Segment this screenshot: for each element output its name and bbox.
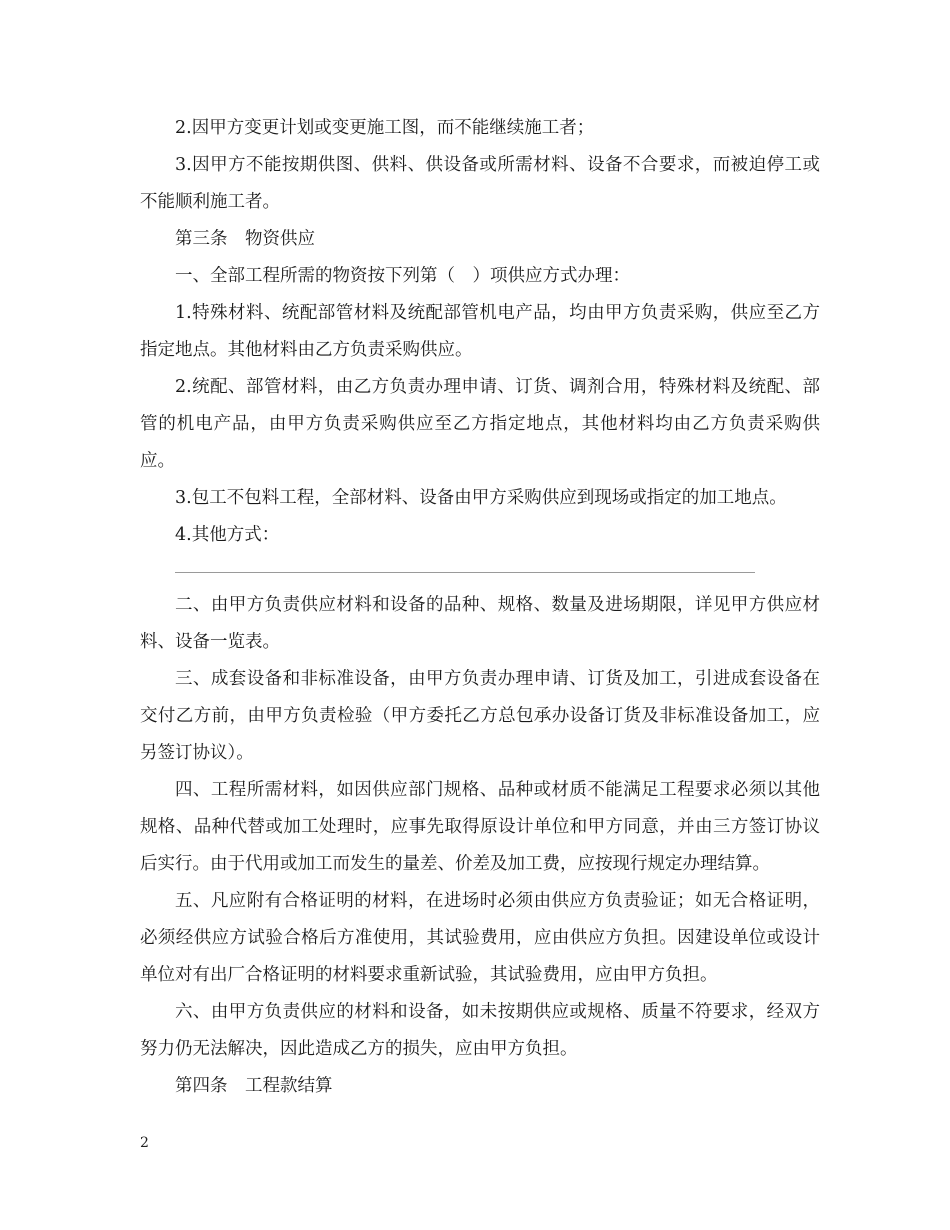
- paragraph-item-3: 三、成套设备和非标准设备，由甲方负责办理申请、订货及加工，引进成套设备在交付乙方前，由甲方负责检验（甲方委托乙方总包承办设备订货及非标准设备加工，应另签订协议）。: [140, 669, 820, 763]
- paragraph-item-4: 四、工程所需材料，如因供应部门规格、品种或材质不能满足工程要求必须以其他规格、品种代替或加工处理时，应事先取得原设计单位和甲方同意，并由三方签订协议后实行。由于代用或加工而发生的量差、价差及加工费，应按现行规定办理结算。: [140, 780, 820, 874]
- supply-option-3: 3.包工不包料工程，全部材料、设备由甲方采购供应到现场或指定的加工地点。: [175, 488, 787, 508]
- article-4-heading: 第四条 工程款结算: [175, 1076, 333, 1096]
- document-body: [140, 110, 820, 1105]
- page-number: 2: [140, 1135, 149, 1151]
- supply-option-4: 4.其他方式：: [175, 525, 280, 545]
- paragraph-item-2: 二、由甲方负责供应材料和设备的品种、规格、数量及进场期限，详见甲方供应材料、设备一览表。: [140, 595, 820, 652]
- paragraph-clause-2: 2.因甲方变更计划或变更施工图，而不能继续施工者；: [175, 118, 595, 138]
- supply-option-1: 1.特殊材料、统配部管材料及统配部管机电产品，均由甲方负责采购，供应至乙方指定地点。其他材料由乙方负责采购供应。: [140, 303, 820, 360]
- blank-fill-line: [175, 558, 755, 573]
- paragraph-supply-method: 一、全部工程所需的物资按下列第（ ）项供应方式办理：: [175, 266, 630, 286]
- article-3-heading: 第三条 物资供应: [175, 229, 315, 249]
- paragraph-item-6: 六、由甲方负责供应的材料和设备，如未按期供应或规格、质量不符要求，经双方努力仍无法解决，因此造成乙方的损失，应由甲方负担。: [140, 1002, 820, 1059]
- paragraph-clause-3: 3.因甲方不能按期供图、供料、供设备或所需材料、设备不合要求，而被迫停工或不能顺利施工者。: [140, 155, 820, 212]
- paragraph-item-5: 五、凡应附有合格证明的材料，在进场时必须由供应方负责验证；如无合格证明，必须经供应方试验合格后方准使用，其试验费用，应由供应方负担。因建设单位或设计单位对有出厂合格证明的材料要求重新试验，其试验费用，应由甲方负担。: [140, 891, 820, 985]
- supply-option-2: 2.统配、部管材料，由乙方负责办理申请、订货、调剂合用，特殊材料及统配、部管的机电产品，由甲方负责采购供应至乙方指定地点，其他材料均由乙方负责采购供应。: [140, 377, 820, 471]
